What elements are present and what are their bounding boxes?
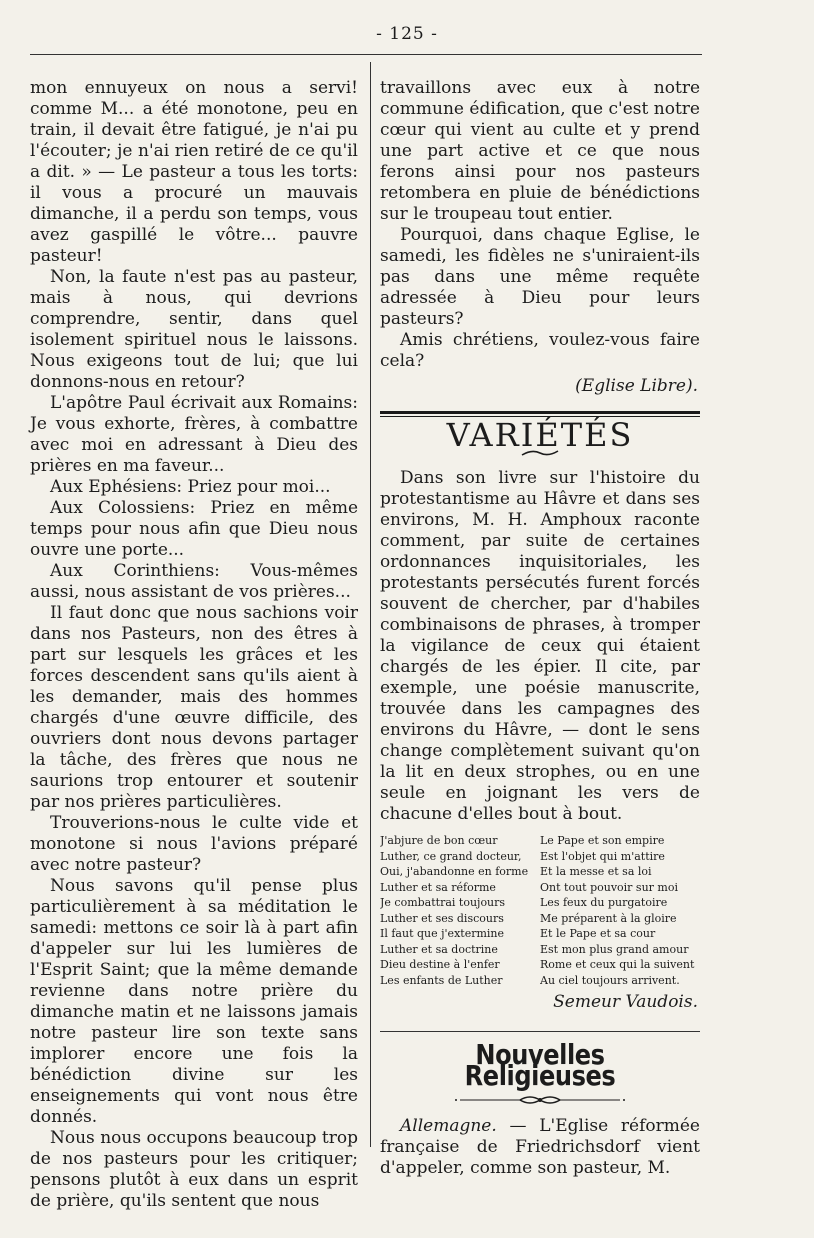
poem-line: Luther et sa réforme — [380, 880, 496, 894]
scroll-ornament-icon — [450, 1094, 630, 1106]
paragraph: Pourquoi, dans chaque Eglise, le samedi, les fidèles ne s'uniraient-ils pas dans une même requête adressée à Dieu pour leurs pasteurs? — [380, 225, 700, 329]
paragraph: Amis chrétiens, voulez-vous faire cela? — [380, 330, 700, 371]
poem-line: Le Pape et son empire — [540, 834, 665, 847]
paragraph: Aux Colossiens: Priez en même temps pour nous afin que Dieu nous ouvre une porte... — [30, 498, 358, 560]
poem-line: Me préparent à la gloire — [540, 911, 677, 925]
poem-line: Et le Pape et sa cour — [540, 927, 656, 940]
poem-line: Rome et ceux qui la suivent — [540, 958, 695, 971]
right-column — [380, 78, 700, 1179]
paragraph: Non, la faute n'est pas au pasteur, mais à nous, qui devrions comprendre, sentir, dans quel isolement spirituel nous le laissons. Nous exigeons tout de lui; que lui donnons-nous en retour? — [30, 267, 358, 392]
paragraph: Nous nous occupons beaucoup trop de nos pasteurs pour les critiquer; pensons plutôt à eux dans un esprit de prière, qu'ils sentent que nous — [30, 1128, 358, 1211]
section-rule — [380, 1031, 700, 1032]
poem-line: Oui, j'abandonne en forme — [380, 865, 529, 878]
attribution-semeur-vaudois: Semeur Vaudois. — [553, 992, 698, 1012]
nouvelles-paragraph — [380, 1116, 700, 1179]
poem-line: Je combattrai toujours — [380, 896, 506, 909]
place-name: Allemagne. — [400, 1116, 497, 1136]
poem — [380, 833, 700, 988]
poem-line: Luther et sa doctrine — [380, 942, 498, 956]
poem-line: Est l'objet qui m'attire — [540, 849, 665, 863]
poem-line: Est mon plus grand amour — [540, 942, 689, 956]
paragraph: Il faut donc que nous sachions voir dans nos Pasteurs, non des êtres à part sur lesquels les grâces et les forces descendent sans qu'ils aient à les demander, mais des hommes chargés d'une œuvre difficile, des ouvriers dont nous devons partager la tâche, des frères que nous ne saurions trop entourer et soutenir par nos prières particulières. — [30, 603, 358, 812]
nouvelles-religieuses-heading: Nouvelles Religieuses — [464, 1038, 616, 1092]
paragraph: travaillons avec eux à notre commune édification, que c'est notre cœur qui vient au culte et y prend une part active et ce que nous ferons ainsi pour nos pasteurs retombera en pluie de bénédictions sur le troupeau tout entier. — [380, 78, 700, 224]
poem-line: Les enfants de Luther — [380, 973, 503, 987]
paragraph: Aux Corinthiens: Vous-mêmes aussi, nous assistant de vos prières... — [30, 561, 358, 602]
left-column — [30, 78, 358, 1212]
header-rule — [30, 54, 702, 55]
poem-line: Luther, ce grand docteur, — [380, 849, 522, 863]
varietes-heading: VARIÉTÉS — [446, 416, 634, 454]
page-number: - 125 - — [376, 24, 438, 44]
poem-line: Luther et ses discours — [380, 911, 504, 925]
column-divider — [370, 62, 371, 1147]
poem-line: J'abjure de bon cœur — [380, 834, 498, 847]
poem-line: Et la messe et sa loi — [540, 865, 652, 878]
attribution-eglise-libre: (Eglise Libre). — [575, 376, 698, 396]
poem-line: Il faut que j'extermine — [380, 927, 505, 940]
paragraph: L'apôtre Paul écrivait aux Romains: Je vous exhorte, frères, à combattre avec moi en adressant à Dieu des prières en ma faveur... — [30, 393, 358, 476]
poem-line: Les feux du purgatoire — [540, 896, 668, 909]
poem-line: Au ciel toujours arrivent. — [540, 973, 680, 987]
paragraph: mon ennuyeux on nous a servi! comme M... a été monotone, peu en train, il devait être fatigué, je n'ai pu l'écouter; je n'ai rien retiré de ce qu'il a dit. » — Le pasteur a tous les torts: il vous a procuré un mauvais dimanche, il a perdu son temps, vous avez gaspillé le vôtre... pauvre pasteur! — [30, 78, 358, 266]
paragraph: Nous savons qu'il pense plus particulièrement à sa méditation le samedi: mettons ce soir là à part afin d'appeler sur lui les lumières de l'Esprit Saint; que la même demande revienne dans notre prière du dimanche matin et ne laissons jamais notre pasteur lire son texte sans implorer encore une fois la bénédiction divine sur les enseignements qui vont nous être donnés. — [30, 876, 358, 1127]
paragraph: Trouverions-nous le culte vide et monotone si nous l'avions préparé avec notre pasteur? — [30, 813, 358, 875]
varietes-paragraph: Dans son livre sur l'histoire du protestantisme au Hâvre et dans ses environs, M. H. Amphoux raconte comment, par suite de certaines ordonnances inquisitoriales, les protestants persécutés furent forcés souvent de chercher, par d'habiles combinaisons de phrases, à tromper la vigilance de ceux qui étaient chargés de les épier. Il cite, par exemple, une poésie manuscrite, trouvée dans les campagnes des environs du Hâvre, — dont le sens change complètement suivant qu'on la lit en deux strophes, ou en une seule en joignant les vers de chacune d'elles bout à bout. — [380, 468, 700, 824]
paragraph: Aux Ephésiens: Priez pour moi... — [50, 477, 331, 497]
poem-line: Dieu destine à l'enfer — [380, 958, 500, 971]
poem-line: Ont tout pouvoir sur moi — [540, 880, 678, 894]
nouvelles-text: — L'Eglise réformée française de Friedrichsdorf vient d'appeler, comme son pasteur, M. — [380, 1116, 700, 1178]
